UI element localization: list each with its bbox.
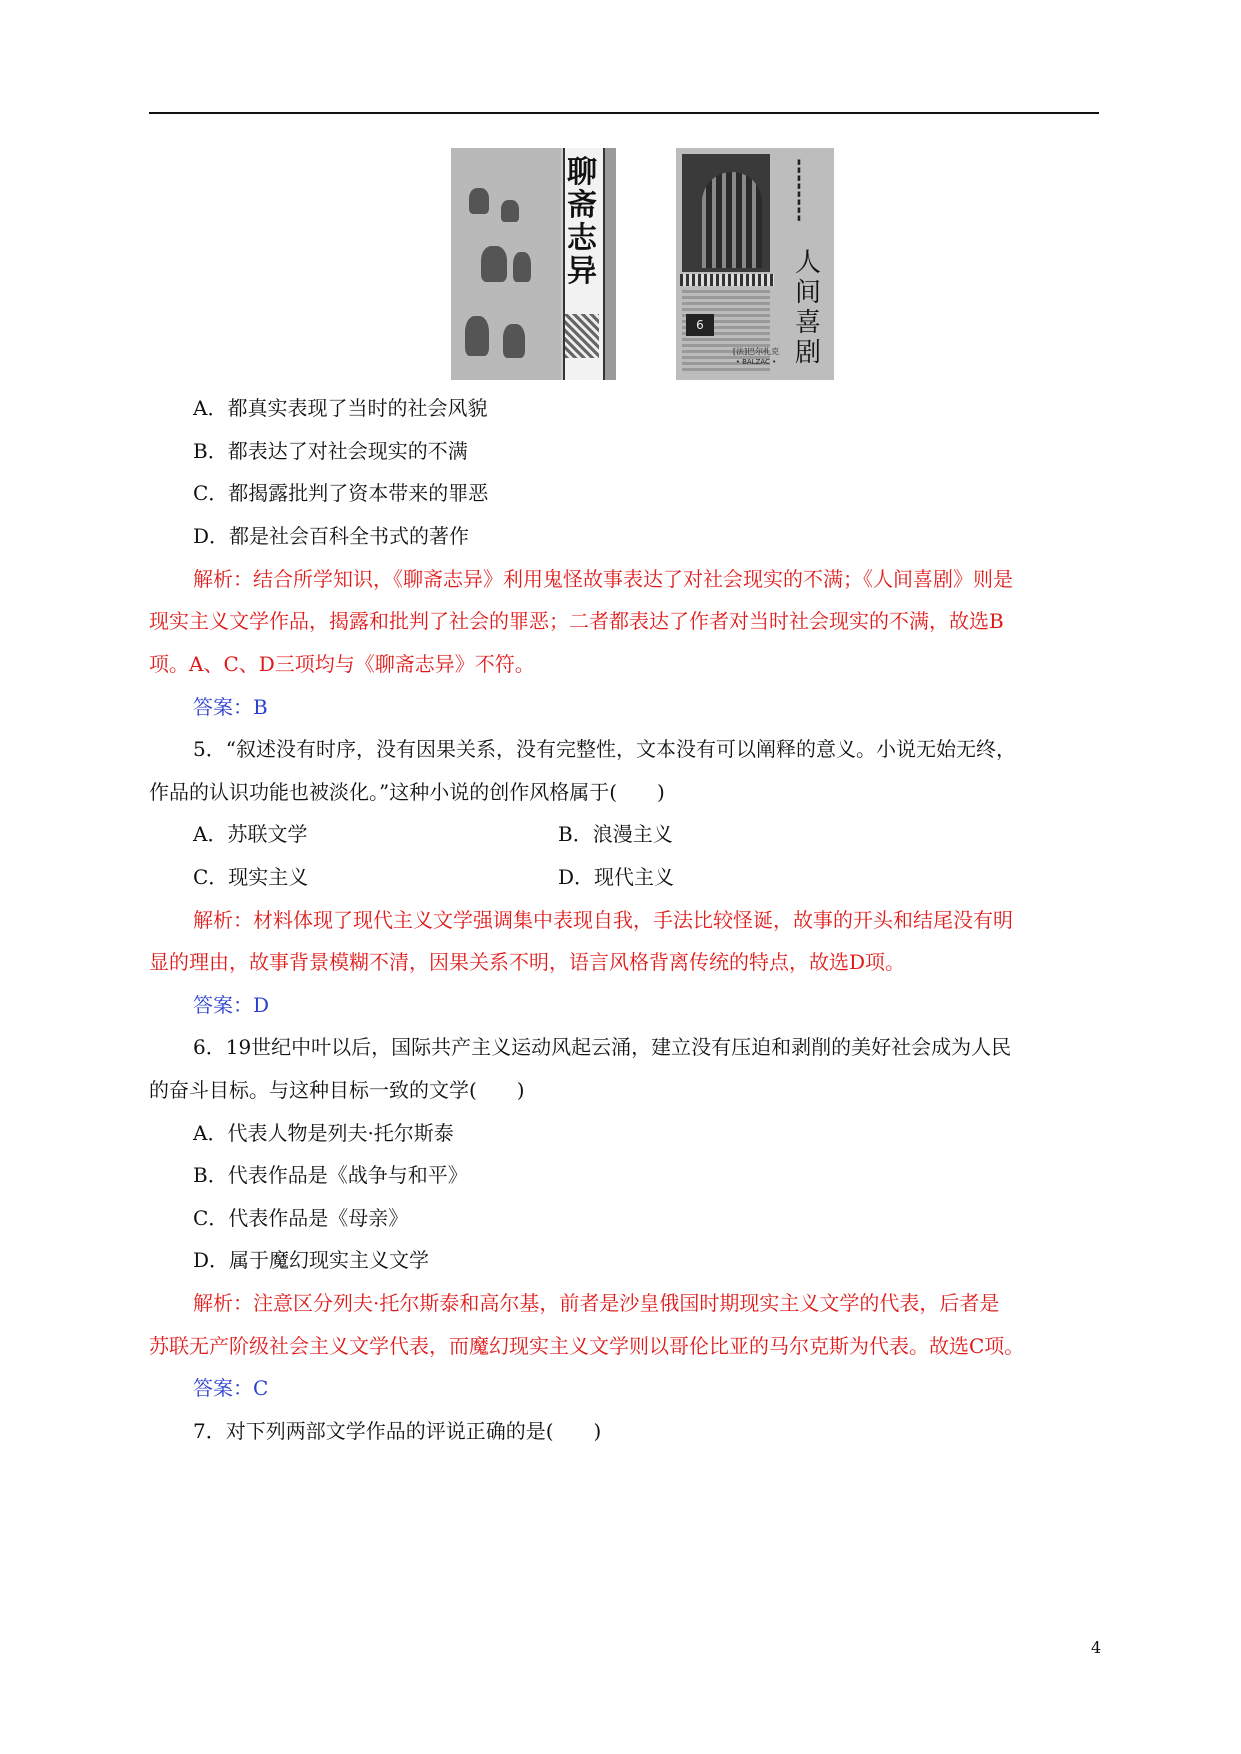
q5-analysis-line-1: 解析：材料体现了现代主义文学强调集中表现自我，手法比较怪诞，故事的开头和结尾没有明 xyxy=(193,908,1013,932)
book-covers xyxy=(0,148,1241,380)
q5-stem-line-1: 5．“叙述没有时序，没有因果关系，没有完整性，文本没有可以阐释的意义。小说无始无终， xyxy=(193,737,1016,761)
q4-option-c: C．都揭露批判了资本带来的罪恶 xyxy=(193,481,489,505)
cover-illustration xyxy=(451,148,561,380)
book-author-latin: • BALZAC • xyxy=(735,358,777,366)
book-author: [法]巴尔扎克 xyxy=(732,347,780,356)
q5-analysis-line-2: 显的理由，故事背景模糊不清，因果关系不明，语言风格背离传统的特点，故选D项。 xyxy=(149,950,906,974)
q5-answer: 答案：D xyxy=(193,993,270,1017)
q4-analysis-line-1: 解析：结合所学知识，《聊斋志异》利用鬼怪故事表达了对社会现实的不满；《人间喜剧》则是 xyxy=(193,567,1013,591)
analysis-label: 解析： xyxy=(193,567,253,591)
q4-answer: 答案：B xyxy=(193,695,268,719)
book-cover-liaozhai xyxy=(451,148,616,380)
q6-stem-line-2: 的奋斗目标。与这种目标一致的文学( ) xyxy=(149,1078,525,1102)
q6-analysis-line-1: 解析：注意区分列夫·托尔斯泰和高尔基，前者是沙皇俄国时期现实主义文学的代表，后者是 xyxy=(193,1291,1000,1315)
book-title: 人间喜剧 xyxy=(794,248,821,368)
volume-number: 6 xyxy=(686,314,714,336)
analysis-label: 解析： xyxy=(193,908,253,932)
q4-option-b: B．都表达了对社会现实的不满 xyxy=(193,439,468,463)
cover-photo xyxy=(682,154,770,272)
q7-stem: 7．对下列两部文学作品的评说正确的是( ) xyxy=(193,1419,602,1443)
q6-stem-line-1: 6．19世纪中叶以后，国际共产主义运动风起云涌，建立没有压迫和剥削的美好社会成为人民 xyxy=(193,1035,1012,1059)
q4-option-a: A．都真实表现了当时的社会风貌 xyxy=(193,396,488,420)
header-rule xyxy=(149,112,1099,114)
q4-analysis-line-2: 现实主义文学作品，揭露和批判了社会的罪恶；二者都表达了作者对当时社会现实的不满，故选B xyxy=(149,609,1004,633)
q6-option-b: B．代表作品是《战争与和平》 xyxy=(193,1163,468,1187)
q6-option-a: A．代表人物是列夫·托尔斯泰 xyxy=(193,1121,454,1145)
q6-option-d: D．属于魔幻现实主义文学 xyxy=(193,1248,430,1272)
q5-option-c: C．现实主义 xyxy=(193,865,309,889)
q5-option-b: B．浪漫主义 xyxy=(558,822,673,846)
q6-analysis-line-2: 苏联无产阶级社会主义文学代表，而魔幻现实主义文学则以哥伦比亚的马尔克斯为代表。故选C项。 xyxy=(149,1334,1025,1358)
cover-ornament-strip xyxy=(680,274,774,286)
q5-option-a: A．苏联文学 xyxy=(193,822,308,846)
q4-option-d: D．都是社会百科全书式的著作 xyxy=(193,524,470,548)
cover-small-text: ▮ ▮ ▮ ▮ ▮ ▮ ▮ ▮ xyxy=(797,158,801,222)
cover-pattern xyxy=(565,314,599,358)
page-number: 4 xyxy=(1091,1638,1102,1657)
analysis-label: 解析： xyxy=(193,1291,253,1315)
book-cover-human-comedy xyxy=(676,148,834,380)
q6-answer: 答案：C xyxy=(193,1376,269,1400)
q5-option-d: D．现代主义 xyxy=(558,865,675,889)
cover-spine xyxy=(605,148,616,380)
q5-stem-line-2: 作品的认识功能也被淡化。”这种小说的创作风格属于( ) xyxy=(149,780,665,804)
book-title: 聊斋志异 xyxy=(567,155,597,289)
q6-option-c: C．代表作品是《母亲》 xyxy=(193,1206,409,1230)
q4-analysis-line-3: 项。A、C、D三项均与《聊斋志异》不符。 xyxy=(149,652,535,676)
